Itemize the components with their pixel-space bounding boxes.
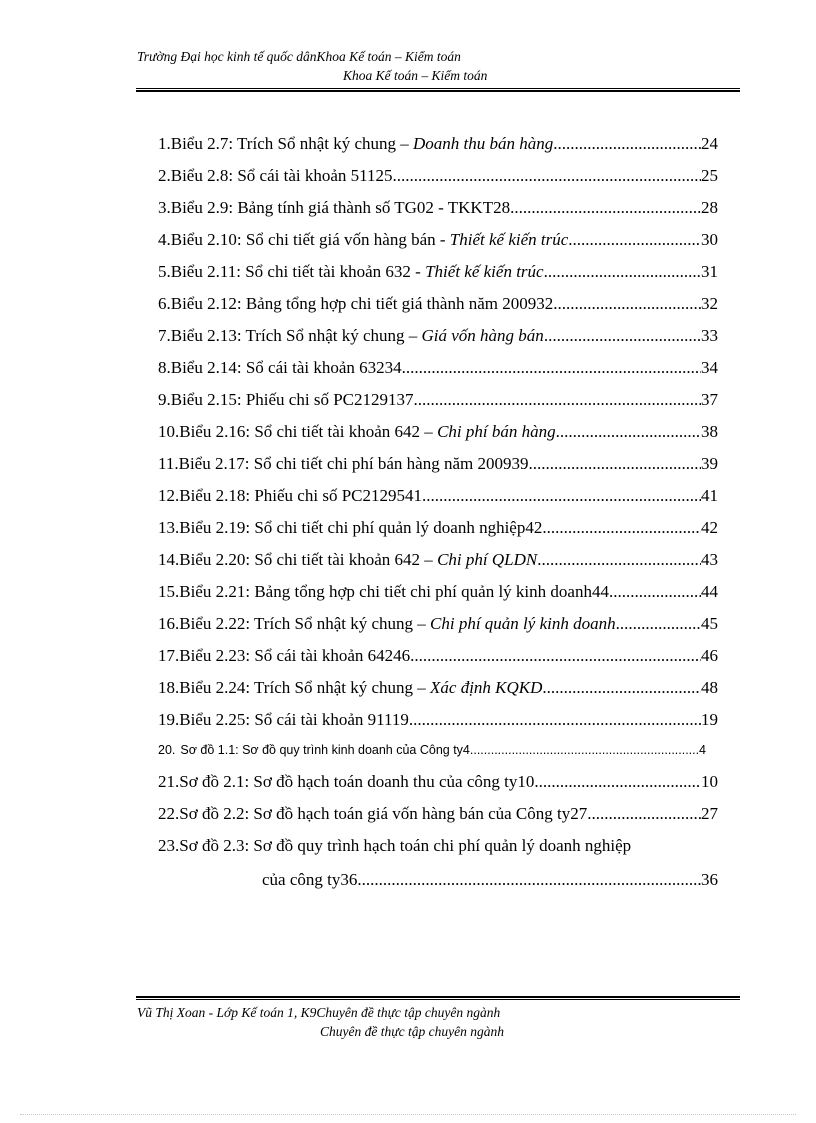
toc-item-label <box>179 486 422 506</box>
toc-item-label-italic: Chi phí quản lý kinh doanh <box>430 614 616 633</box>
toc-item-leader <box>529 454 702 474</box>
toc-item-page: 45 <box>701 614 718 633</box>
toc-item-label-italic: Thiết kế kiến trúc <box>449 230 569 249</box>
toc-item-continuation <box>262 870 718 890</box>
toc-item <box>158 582 718 608</box>
toc-item <box>158 454 718 480</box>
toc-item-label-text: Biểu 2.17: Sổ chi tiết chi phí bán hàng năm 200939 <box>178 454 529 473</box>
toc-item-label-text: Biểu 2.12: Bảng tổng hợp chi tiết giá thành năm 200932 <box>170 294 554 313</box>
toc-item-number: 16. <box>158 614 180 633</box>
footer-author-line: Vũ Thị Xoan - Lớp Kế toán 1, K9Chuyên đề thực tập chuyên ngành <box>137 1005 501 1020</box>
toc-item-page: 25 <box>701 166 718 185</box>
toc-item-label-text: Biểu 2.14: Sổ cái tài khoản 63234 <box>170 358 402 377</box>
toc-item-page: 30 <box>701 230 718 249</box>
toc-item-label-text: Biểu 2.21: Bảng tổng hợp chi tiết chi phí quản lý kinh doanh44 <box>179 582 609 601</box>
toc-item <box>158 678 718 704</box>
toc-item <box>158 326 718 352</box>
toc-item-label-text: Biểu 2.11: Sổ chi tiết tài khoản 632 - <box>170 262 426 281</box>
toc-item-label <box>179 710 409 730</box>
toc-item-label <box>171 198 510 218</box>
toc-item-number: 10. <box>158 422 180 441</box>
toc-item-page: 37 <box>701 390 718 409</box>
toc-item-leader <box>553 134 701 154</box>
toc-item-leader <box>470 743 699 757</box>
toc-item-page: 41 <box>701 486 718 505</box>
toc-item-label <box>179 518 542 538</box>
toc-item-number: 21. <box>158 772 180 791</box>
toc-item-label <box>179 772 534 792</box>
toc-item-label-text: Biểu 2.19: Sổ chi tiết chi phí quản lý doanh nghiệp42 <box>179 518 543 537</box>
toc-item-number: 18. <box>158 678 180 697</box>
toc-item-label-italic: Chi phí QLDN <box>437 550 538 569</box>
toc-item <box>158 166 718 192</box>
toc-item-label-text: Biểu 2.23: Sổ cái tài khoản 64246 <box>179 646 411 665</box>
toc-item-label <box>171 134 554 154</box>
toc-item-label <box>179 582 609 602</box>
toc-item-leader <box>544 262 701 282</box>
toc-item-leader <box>542 518 701 538</box>
toc-item-page: 46 <box>701 646 718 665</box>
toc-item <box>158 262 718 288</box>
toc-item <box>158 646 718 672</box>
toc-item <box>158 518 718 544</box>
toc-item-leader <box>542 678 701 698</box>
toc-item-label-italic: Thiết kế kiến trúc <box>425 262 544 281</box>
toc-item-label <box>179 614 615 634</box>
toc-item-leader <box>357 870 701 890</box>
toc-item-leader <box>534 772 701 792</box>
toc-item-label-text: Biểu 2.15: Phiếu chi số PC2129137 <box>170 390 414 409</box>
toc-item-label <box>171 358 402 378</box>
toc-item-label <box>180 743 470 757</box>
toc-item <box>158 230 718 256</box>
toc-item <box>158 422 718 448</box>
toc-item <box>158 294 718 320</box>
toc-item-label-text: Biểu 2.9: Bảng tính giá thành số TG02 - TKKT28 <box>170 198 511 217</box>
toc-item-label-text: Biểu 2.25: Sổ cái tài khoản 91119 <box>179 710 409 729</box>
toc-item <box>158 390 718 416</box>
toc-item-number: 2. <box>158 166 171 185</box>
toc-item-label <box>171 230 569 250</box>
toc-item-leader <box>587 804 701 824</box>
toc-item-label <box>171 166 393 186</box>
toc-item-number: 13. <box>158 518 180 537</box>
toc-item-label <box>171 294 553 314</box>
toc-item-number: 6. <box>158 294 171 313</box>
toc-item-label <box>171 390 414 410</box>
header-rule-thin <box>136 88 740 89</box>
toc-item-leader <box>410 646 701 666</box>
toc-item-leader <box>393 166 701 186</box>
toc-item-label-text: Biểu 2.13: Trích Sổ nhật ký chung – <box>170 326 422 345</box>
toc-item-number: 22. <box>158 804 180 823</box>
toc-item-label-text: Sơ đồ 2.1: Sơ đồ hạch toán doanh thu của công ty10 <box>179 772 535 791</box>
toc-item-label-text: Sơ đồ 2.2: Sơ đồ hạch toán giá vốn hàng bán của Công ty27 <box>179 804 588 823</box>
toc-item-number: 14. <box>158 550 180 569</box>
toc-item-label-text: Biểu 2.20: Sổ chi tiết tài khoản 642 – <box>179 550 438 569</box>
toc-item-number: 9. <box>158 390 171 409</box>
toc-item-label <box>179 836 631 856</box>
toc-item <box>158 198 718 224</box>
toc-item-number: 20. <box>158 743 176 757</box>
toc-item-label <box>179 678 542 698</box>
toc-item-page: 27 <box>701 804 718 823</box>
toc-item-number: 19. <box>158 710 180 729</box>
toc-item-page: 33 <box>701 326 718 345</box>
toc-item-label-text: Sơ đồ 2.3: Sơ đồ quy trình hạch toán chi phí quản lý doanh nghiệp <box>179 836 632 855</box>
toc-item-label-italic: Chi phí bán hàng <box>437 422 556 441</box>
footer-subject-line: Chuyên đề thực tập chuyên ngành <box>320 1024 504 1039</box>
toc-item-page: 31 <box>701 262 718 281</box>
toc-item-number: 4. <box>158 230 171 249</box>
toc-item-page: 36 <box>701 870 718 889</box>
toc-item-label <box>179 646 410 666</box>
toc-item-leader <box>402 358 701 378</box>
page-bottom-dotted-border <box>20 1114 796 1116</box>
toc-item-label-text: Biểu 2.18: Phiếu chi số PC2129541 <box>179 486 422 505</box>
toc-item-label-text: của công ty36 <box>262 870 358 889</box>
toc-item <box>158 743 718 769</box>
toc-item-number: 15. <box>158 582 180 601</box>
toc-item-leader <box>409 710 701 730</box>
toc-item-page: 19 <box>701 710 718 729</box>
toc-item <box>158 486 718 512</box>
header-faculty-line: Khoa Kế toán – Kiểm toán <box>343 68 488 83</box>
toc-item-page: 43 <box>701 550 718 569</box>
toc-item-label <box>171 326 544 346</box>
toc-item-leader <box>553 294 701 314</box>
toc-item-page: 44 <box>701 582 718 601</box>
toc-item-label-italic: Xác định KQKD <box>430 678 543 697</box>
toc-item-leader <box>544 326 701 346</box>
toc-item <box>158 710 718 736</box>
toc-item-label-text: Biểu 2.8: Sổ cái tài khoản 51125 <box>170 166 393 185</box>
toc-item <box>158 134 718 160</box>
toc-item-number: 5. <box>158 262 171 281</box>
toc-item-page: 4 <box>699 743 706 757</box>
toc-item-page: 32 <box>701 294 718 313</box>
toc-item-label-text: Biểu 2.16: Sổ chi tiết tài khoản 642 – <box>179 422 438 441</box>
toc-item-label <box>171 262 544 282</box>
footer-rule-thin <box>136 999 740 1000</box>
toc-item-number: 12. <box>158 486 180 505</box>
toc-item-label-text: Sơ đồ 1.1: Sơ đồ quy trình kinh doanh của Công ty4 <box>180 743 470 757</box>
toc-item-page: 42 <box>701 518 718 537</box>
toc-item-leader <box>609 582 701 602</box>
toc-item-label-italic: Doanh thu bán hàng <box>413 134 554 153</box>
toc-item <box>158 804 718 830</box>
toc-item <box>158 614 718 640</box>
toc-item-page: 28 <box>701 198 718 217</box>
toc-item-leader <box>413 390 701 410</box>
toc-item-number: 11. <box>158 454 179 473</box>
toc-item-label-text: Biểu 2.7: Trích Sổ nhật ký chung – <box>170 134 414 153</box>
toc-item-number: 3. <box>158 198 171 217</box>
toc-item-number: 8. <box>158 358 171 377</box>
toc-item-label-text: Biểu 2.24: Trích Sổ nhật ký chung – <box>179 678 431 697</box>
toc-item-number: 23. <box>158 836 180 855</box>
toc-item-label <box>179 454 529 474</box>
toc-item <box>158 772 718 798</box>
toc-item-page: 38 <box>701 422 718 441</box>
toc-item-page: 10 <box>701 772 718 791</box>
toc-item <box>158 358 718 384</box>
toc-item-leader <box>422 486 701 506</box>
header-school-line: Trường Đại học kinh tế quốc dânKhoa Kế toán – Kiểm toán <box>137 49 461 64</box>
toc-item-page: 48 <box>701 678 718 697</box>
toc-item-number: 7. <box>158 326 171 345</box>
toc-item-number: 17. <box>158 646 180 665</box>
toc-item-label <box>179 422 555 442</box>
toc-item-page: 39 <box>701 454 718 473</box>
header-rule-thick <box>136 90 740 92</box>
toc-item-leader <box>616 614 701 634</box>
toc-item-label <box>179 550 537 570</box>
footer-rule-thick <box>136 996 740 998</box>
toc-item-leader <box>510 198 701 218</box>
toc-item-label <box>179 804 587 824</box>
toc-item-label-text: Biểu 2.22: Trích Sổ nhật ký chung – <box>179 614 431 633</box>
toc-item-label-italic: Giá vốn hàng bán <box>421 326 544 345</box>
toc-item-leader <box>568 230 701 250</box>
toc-item-page: 24 <box>701 134 718 153</box>
toc-item-label-text: Biểu 2.10: Sổ chi tiết giá vốn hàng bán - <box>170 230 450 249</box>
toc-item-number: 1. <box>158 134 171 153</box>
toc-item-leader <box>537 550 701 570</box>
toc-item-page: 34 <box>701 358 718 377</box>
toc-item-leader <box>556 422 701 442</box>
toc-item <box>158 836 718 862</box>
toc-item <box>158 550 718 576</box>
